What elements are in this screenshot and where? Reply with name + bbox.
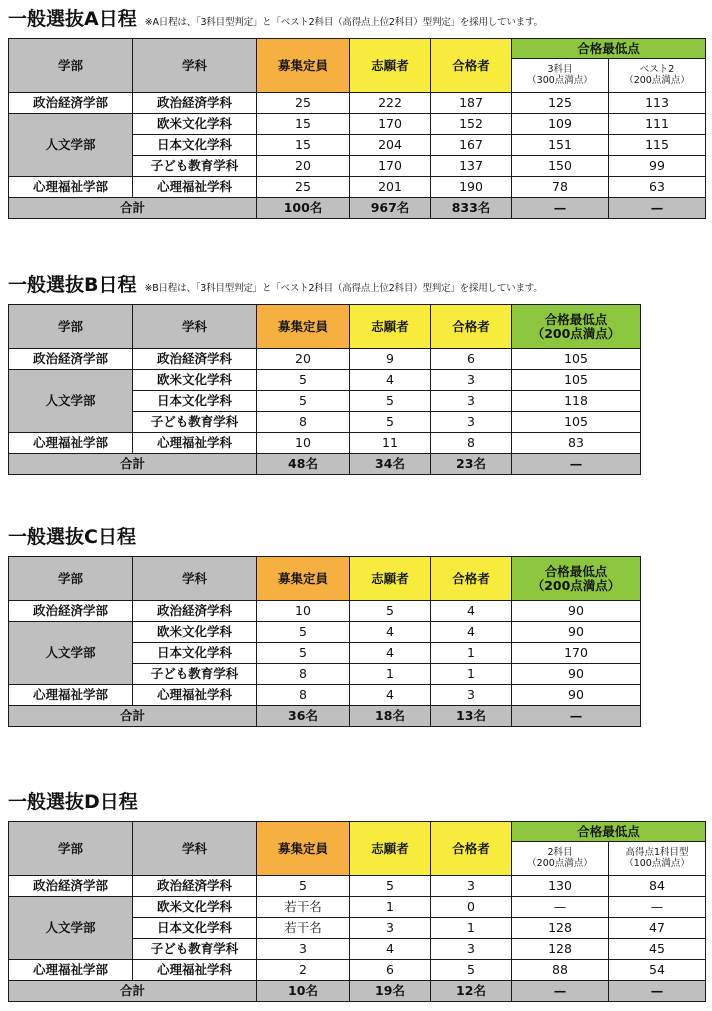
dept-cell: 政治経済学科 [133,93,257,114]
score-2-cell: 99 [609,156,706,177]
dept-cell: 日本文化学科 [133,918,257,939]
capacity-cell: 15 [257,135,350,156]
capacity-cell: 5 [257,622,350,643]
header-capacity: 募集定員 [257,822,350,876]
dept-cell: 子ども教育学科 [133,412,257,433]
dept-cell: 欧米文化学科 [133,897,257,918]
header-faculty: 学部 [9,822,133,876]
capacity-cell: 25 [257,93,350,114]
dept-cell: 心理福祉学科 [133,177,257,198]
dept-cell: 政治経済学科 [133,876,257,897]
faculty-cell: 人文学部 [9,114,133,177]
dept-cell: 日本文化学科 [133,391,257,412]
table-row [9,601,641,622]
section-d-heading [8,787,706,814]
header-passers: 合格者 [431,39,512,93]
score-2-cell: 63 [609,177,706,198]
capacity-cell: 15 [257,114,350,135]
applicants-cell: 1 [350,897,431,918]
faculty-cell: 人文学部 [9,370,133,433]
score-1-cell: 130 [512,876,609,897]
table-row [9,433,641,454]
score-cell: 90 [512,601,641,622]
table-row [9,177,706,198]
total-applicants: 19名 [350,981,431,1002]
header-min-score: 合格最低点 [512,822,706,842]
score-1-cell: 125 [512,93,609,114]
faculty-cell: 政治経済学部 [9,349,133,370]
score-1-cell: 150 [512,156,609,177]
passers-cell: 152 [431,114,512,135]
faculty-cell: 心理福祉学部 [9,177,133,198]
header-sub-score-2: ベスト2 （200点満点） [609,59,706,93]
header-min-score: 合格最低点 （200点満点） [512,557,641,601]
header-dept: 学科 [133,822,257,876]
passers-cell: 3 [431,876,512,897]
score-1-cell: 151 [512,135,609,156]
passers-cell: 137 [431,156,512,177]
capacity-cell: 5 [257,391,350,412]
applicants-cell: 201 [350,177,431,198]
total-score-1: — [512,198,609,219]
dept-cell: 日本文化学科 [133,135,257,156]
total-score: — [512,706,641,727]
header-passers: 合格者 [431,305,512,349]
capacity-cell: 5 [257,876,350,897]
header-passers: 合格者 [431,557,512,601]
header-dept: 学科 [133,39,257,93]
passers-cell: 190 [431,177,512,198]
total-row [9,706,641,727]
total-applicants: 967名 [350,198,431,219]
table-row [9,622,641,643]
total-label: 合計 [9,706,257,727]
section-c-heading [8,522,641,549]
header-min-score: 合格最低点 （200点満点） [512,305,641,349]
header-capacity: 募集定員 [257,557,350,601]
applicants-cell: 4 [350,622,431,643]
score-2-cell: 54 [609,960,706,981]
header-dept: 学科 [133,305,257,349]
applicants-cell: 11 [350,433,431,454]
total-row [9,454,641,475]
score-1-cell: 88 [512,960,609,981]
dept-cell: 欧米文化学科 [133,622,257,643]
score-1-cell: — [512,897,609,918]
dept-cell: 心理福祉学科 [133,960,257,981]
capacity-cell: 5 [257,370,350,391]
header-faculty: 学部 [9,305,133,349]
passers-cell: 0 [431,897,512,918]
total-capacity: 48名 [257,454,350,475]
passers-cell: 1 [431,643,512,664]
score-2-cell: 111 [609,114,706,135]
header-sub-score-2: 高得点1科目型 （100点満点） [609,842,706,876]
header-sub-score-1: 3科目 （300点満点） [512,59,609,93]
applicants-cell: 1 [350,664,431,685]
total-label: 合計 [9,454,257,475]
dept-cell: 心理福祉学科 [133,433,257,454]
section-a [8,4,706,219]
faculty-cell: 政治経済学部 [9,876,133,897]
dept-cell: 欧米文化学科 [133,370,257,391]
total-score: — [512,454,641,475]
table-row [9,897,706,918]
dept-cell: 子ども教育学科 [133,664,257,685]
capacity-cell: 若干名 [257,897,350,918]
header-passers: 合格者 [431,822,512,876]
passers-cell: 3 [431,391,512,412]
table-b [8,304,641,475]
applicants-cell: 5 [350,391,431,412]
section-b-title: 一般選抜B日程 [8,274,137,296]
total-passers: 23名 [431,454,512,475]
capacity-cell: 8 [257,412,350,433]
dept-cell: 心理福祉学科 [133,685,257,706]
passers-cell: 5 [431,960,512,981]
applicants-cell: 170 [350,114,431,135]
capacity-cell: 20 [257,156,350,177]
total-capacity: 10名 [257,981,350,1002]
score-cell: 90 [512,622,641,643]
passers-cell: 3 [431,370,512,391]
table-row [9,960,706,981]
total-label: 合計 [9,981,257,1002]
header-applicants: 志願者 [350,305,431,349]
table-row [9,685,641,706]
capacity-cell: 25 [257,177,350,198]
section-a-note: ※A日程は、「3科目型判定」と「ベスト2科目（高得点上位2科目）型判定」を採用しています。 [144,17,543,28]
capacity-cell: 10 [257,433,350,454]
applicants-cell: 3 [350,918,431,939]
total-score-2: — [609,981,706,1002]
capacity-cell: 10 [257,601,350,622]
passers-cell: 1 [431,664,512,685]
passers-cell: 167 [431,135,512,156]
applicants-cell: 204 [350,135,431,156]
score-cell: 105 [512,370,641,391]
table-c [8,556,641,727]
passers-cell: 3 [431,412,512,433]
passers-cell: 1 [431,918,512,939]
score-1-cell: 128 [512,939,609,960]
capacity-cell: 5 [257,643,350,664]
score-2-cell: 45 [609,939,706,960]
header-applicants: 志願者 [350,822,431,876]
dept-cell: 日本文化学科 [133,643,257,664]
faculty-cell: 政治経済学部 [9,93,133,114]
capacity-cell: 若干名 [257,918,350,939]
capacity-cell: 8 [257,664,350,685]
applicants-cell: 170 [350,156,431,177]
applicants-cell: 4 [350,939,431,960]
header-faculty: 学部 [9,557,133,601]
total-capacity: 100名 [257,198,350,219]
score-1-cell: 78 [512,177,609,198]
capacity-cell: 8 [257,685,350,706]
table-row [9,114,706,135]
header-capacity: 募集定員 [257,39,350,93]
capacity-cell: 3 [257,939,350,960]
total-passers: 12名 [431,981,512,1002]
table-row [9,876,706,897]
total-score-2: — [609,198,706,219]
header-applicants: 志願者 [350,557,431,601]
table-d [8,821,706,1002]
section-a-heading [8,4,706,31]
score-1-cell: 109 [512,114,609,135]
score-cell: 83 [512,433,641,454]
passers-cell: 6 [431,349,512,370]
score-2-cell: 115 [609,135,706,156]
applicants-cell: 6 [350,960,431,981]
table-row [9,349,641,370]
score-2-cell: 47 [609,918,706,939]
applicants-cell: 5 [350,601,431,622]
passers-cell: 4 [431,601,512,622]
faculty-cell: 心理福祉学部 [9,685,133,706]
score-2-cell: — [609,897,706,918]
passers-cell: 3 [431,939,512,960]
total-passers: 13名 [431,706,512,727]
score-cell: 105 [512,349,641,370]
section-c [8,522,641,727]
capacity-cell: 20 [257,349,350,370]
header-applicants: 志願者 [350,39,431,93]
score-cell: 170 [512,643,641,664]
passers-cell: 187 [431,93,512,114]
dept-cell: 政治経済学科 [133,601,257,622]
total-score-1: — [512,981,609,1002]
score-2-cell: 113 [609,93,706,114]
section-b-heading [8,270,641,297]
dept-cell: 政治経済学科 [133,349,257,370]
header-sub-score-1: 2科目 （200点満点） [512,842,609,876]
score-cell: 90 [512,664,641,685]
dept-cell: 子ども教育学科 [133,156,257,177]
section-d-title: 一般選抜D日程 [8,791,138,813]
score-cell: 118 [512,391,641,412]
faculty-cell: 人文学部 [9,897,133,960]
applicants-cell: 4 [350,685,431,706]
dept-cell: 欧米文化学科 [133,114,257,135]
faculty-cell: 心理福祉学部 [9,960,133,981]
applicants-cell: 4 [350,370,431,391]
passers-cell: 4 [431,622,512,643]
passers-cell: 8 [431,433,512,454]
passers-cell: 3 [431,685,512,706]
total-capacity: 36名 [257,706,350,727]
score-2-cell: 84 [609,876,706,897]
section-a-title: 一般選抜A日程 [8,8,137,30]
total-applicants: 34名 [350,454,431,475]
section-d [8,787,706,1002]
faculty-cell: 政治経済学部 [9,601,133,622]
faculty-cell: 心理福祉学部 [9,433,133,454]
applicants-cell: 222 [350,93,431,114]
score-cell: 90 [512,685,641,706]
score-cell: 105 [512,412,641,433]
total-applicants: 18名 [350,706,431,727]
section-b-note: ※B日程は、「3科目型判定」と「ベスト2科目（高得点上位2科目）型判定」を採用しています。 [144,283,543,294]
header-capacity: 募集定員 [257,305,350,349]
applicants-cell: 9 [350,349,431,370]
table-a [8,38,706,219]
header-min-score: 合格最低点 [512,39,706,59]
applicants-cell: 5 [350,412,431,433]
dept-cell: 子ども教育学科 [133,939,257,960]
total-row [9,981,706,1002]
header-faculty: 学部 [9,39,133,93]
total-passers: 833名 [431,198,512,219]
table-row [9,370,641,391]
faculty-cell: 人文学部 [9,622,133,685]
section-b [8,270,641,475]
applicants-cell: 4 [350,643,431,664]
score-1-cell: 128 [512,918,609,939]
total-row [9,198,706,219]
table-row [9,93,706,114]
total-label: 合計 [9,198,257,219]
section-c-title: 一般選抜C日程 [8,526,136,548]
header-dept: 学科 [133,557,257,601]
applicants-cell: 5 [350,876,431,897]
capacity-cell: 2 [257,960,350,981]
